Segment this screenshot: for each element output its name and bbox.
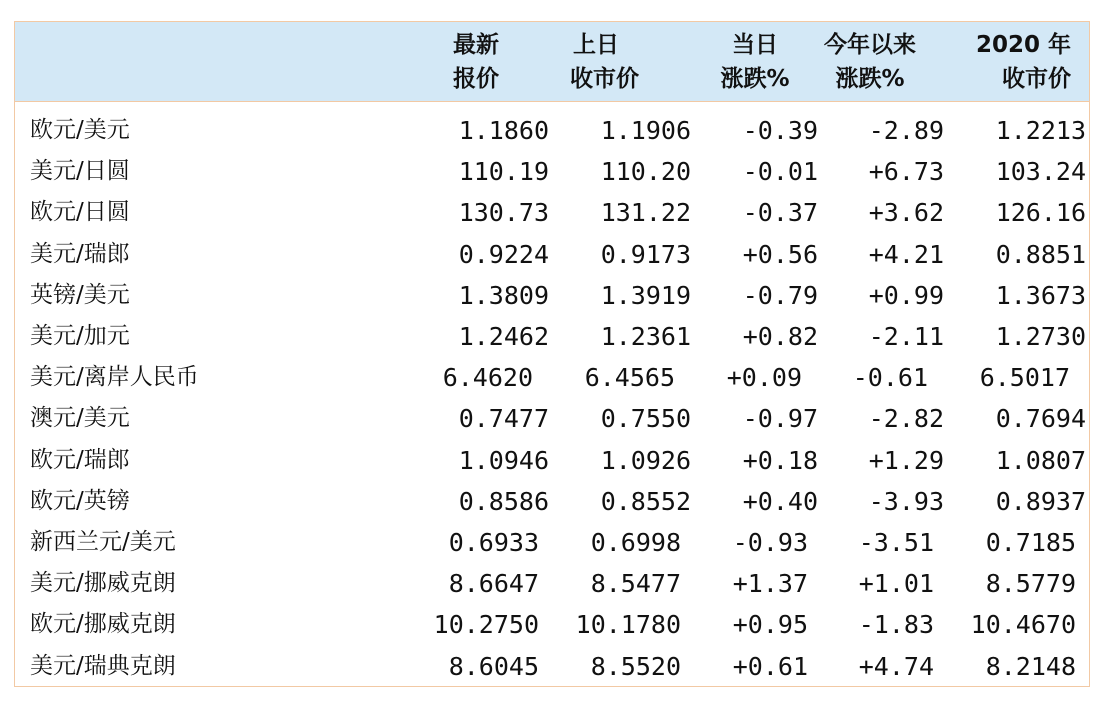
currency-pair-cell: 欧元/美元 — [30, 117, 130, 143]
table-row — [15, 110, 1089, 151]
latest-quote-cell: 0.6933 — [448, 528, 539, 557]
ytd-change-cell: -1.83 — [858, 610, 934, 640]
currency-pair-cell: 新西兰元/美元 — [30, 529, 176, 555]
table-row — [15, 234, 1089, 275]
currency-pair-cell: 美元/瑞典克朗 — [30, 652, 176, 679]
header-ytd-change: 今年以来 涨跌% — [824, 32, 916, 92]
daily-change-cell: -0.93 — [732, 528, 808, 557]
ytd-change-cell: -2.89 — [868, 116, 944, 145]
table-row — [15, 275, 1089, 316]
latest-quote-cell: 1.2462 — [458, 322, 549, 351]
table-row — [15, 192, 1089, 233]
ytd-change-cell: +3.62 — [868, 198, 944, 228]
daily-change-cell: -0.37 — [742, 198, 818, 228]
header-daily-change: 当日 涨跌% — [720, 32, 790, 92]
currency-pair-cell: 美元/加元 — [30, 323, 130, 349]
latest-quote-cell: 0.8586 — [458, 486, 549, 516]
close-2020-cell: 1.0807 — [995, 445, 1086, 475]
latest-quote-cell: 8.6045 — [448, 651, 539, 681]
currency-pair-cell: 美元/挪威克朗 — [30, 570, 176, 597]
latest-quote-cell: 6.4620 — [442, 363, 533, 393]
daily-change-cell: +0.18 — [742, 445, 818, 475]
close-2020-cell: 1.2730 — [995, 322, 1086, 351]
ytd-change-cell: -3.51 — [858, 528, 934, 557]
prev-close-cell: 0.9173 — [600, 239, 691, 269]
close-2020-cell: 0.7694 — [995, 404, 1086, 434]
close-2020-cell: 103.24 — [995, 157, 1086, 187]
daily-change-cell: -0.01 — [742, 157, 818, 187]
close-2020-cell: 10.4670 — [970, 610, 1076, 640]
close-2020-cell: 1.3673 — [995, 280, 1086, 310]
prev-close-cell: 0.6998 — [590, 528, 681, 557]
close-2020-cell: 8.5779 — [985, 569, 1076, 599]
ytd-change-cell: -3.93 — [868, 486, 944, 516]
table-row — [15, 481, 1089, 522]
close-2020-cell: 6.5017 — [979, 363, 1070, 393]
ytd-change-cell: +4.74 — [858, 651, 934, 681]
prev-close-cell: 1.2361 — [600, 322, 691, 351]
latest-quote-cell: 110.19 — [458, 157, 549, 187]
latest-quote-cell: 0.7477 — [458, 404, 549, 434]
header-2020-close: 2020 年 收市价 — [975, 32, 1071, 92]
currency-pair-cell: 英镑/美元 — [30, 281, 130, 308]
ytd-change-cell: +1.29 — [868, 445, 944, 475]
close-2020-cell: 0.7185 — [985, 528, 1076, 557]
prev-close-cell: 131.22 — [600, 198, 691, 228]
close-2020-cell: 0.8937 — [995, 486, 1086, 516]
table-row — [15, 604, 1089, 645]
daily-change-cell: +0.82 — [742, 322, 818, 351]
ytd-change-cell: +4.21 — [868, 239, 944, 269]
header-prev-close: 上日 收市价 — [570, 32, 639, 92]
latest-quote-cell: 1.1860 — [458, 116, 549, 145]
currency-pair-cell: 欧元/英镑 — [30, 487, 130, 514]
table-row — [15, 440, 1089, 481]
daily-change-cell: +0.95 — [732, 610, 808, 640]
prev-close-cell: 10.1780 — [575, 610, 681, 640]
latest-quote-cell: 8.6647 — [448, 569, 539, 599]
close-2020-cell: 126.16 — [995, 198, 1086, 228]
prev-close-cell: 0.7550 — [600, 404, 691, 434]
prev-close-cell: 8.5477 — [590, 569, 681, 599]
prev-close-cell: 1.1906 — [600, 116, 691, 145]
prev-close-cell: 110.20 — [600, 157, 691, 187]
table-row — [15, 646, 1089, 687]
table-row — [15, 316, 1089, 357]
currency-pair-cell: 澳元/美元 — [30, 405, 130, 432]
header-latest-quote: 最新 报价 — [453, 32, 499, 92]
daily-change-cell: -0.97 — [742, 404, 818, 434]
daily-change-cell: -0.79 — [742, 280, 818, 310]
ytd-change-cell: +1.01 — [858, 569, 934, 599]
prev-close-cell: 6.4565 — [584, 363, 675, 393]
prev-close-cell: 8.5520 — [590, 651, 681, 681]
table-row — [15, 151, 1089, 192]
ytd-change-cell: -2.11 — [868, 322, 944, 351]
ytd-change-cell: +0.99 — [868, 280, 944, 310]
latest-quote-cell: 0.9224 — [458, 239, 549, 269]
prev-close-cell: 0.8552 — [600, 486, 691, 516]
latest-quote-cell: 1.3809 — [458, 280, 549, 310]
table-row — [15, 398, 1089, 439]
table-row — [15, 522, 1089, 563]
daily-change-cell: +0.61 — [732, 651, 808, 681]
latest-quote-cell: 1.0946 — [458, 445, 549, 475]
currency-pair-cell: 美元/日圆 — [30, 158, 130, 185]
latest-quote-cell: 130.73 — [458, 198, 549, 228]
daily-change-cell: +0.40 — [742, 486, 818, 516]
ytd-change-cell: -2.82 — [868, 404, 944, 434]
close-2020-cell: 1.2213 — [995, 116, 1086, 145]
latest-quote-cell: 10.2750 — [433, 610, 539, 640]
currency-pair-cell: 欧元/瑞郎 — [30, 446, 130, 473]
currency-pair-cell: 美元/瑞郎 — [30, 240, 130, 267]
prev-close-cell: 1.3919 — [600, 280, 691, 310]
table-row — [15, 357, 1089, 398]
daily-change-cell: +0.09 — [726, 363, 802, 393]
fx-table — [14, 21, 1090, 687]
table-header — [15, 22, 1089, 102]
close-2020-cell: 0.8851 — [995, 239, 1086, 269]
table-row — [15, 563, 1089, 604]
close-2020-cell: 8.2148 — [985, 651, 1076, 681]
currency-pair-cell: 美元/离岸人民币 — [30, 364, 199, 391]
currency-pair-cell: 欧元/挪威克朗 — [30, 611, 176, 638]
prev-close-cell: 1.0926 — [600, 445, 691, 475]
ytd-change-cell: -0.61 — [852, 363, 928, 393]
ytd-change-cell: +6.73 — [868, 157, 944, 187]
daily-change-cell: -0.39 — [742, 116, 818, 145]
daily-change-cell: +1.37 — [732, 569, 808, 599]
daily-change-cell: +0.56 — [742, 239, 818, 269]
currency-pair-cell: 欧元/日圆 — [30, 199, 130, 226]
